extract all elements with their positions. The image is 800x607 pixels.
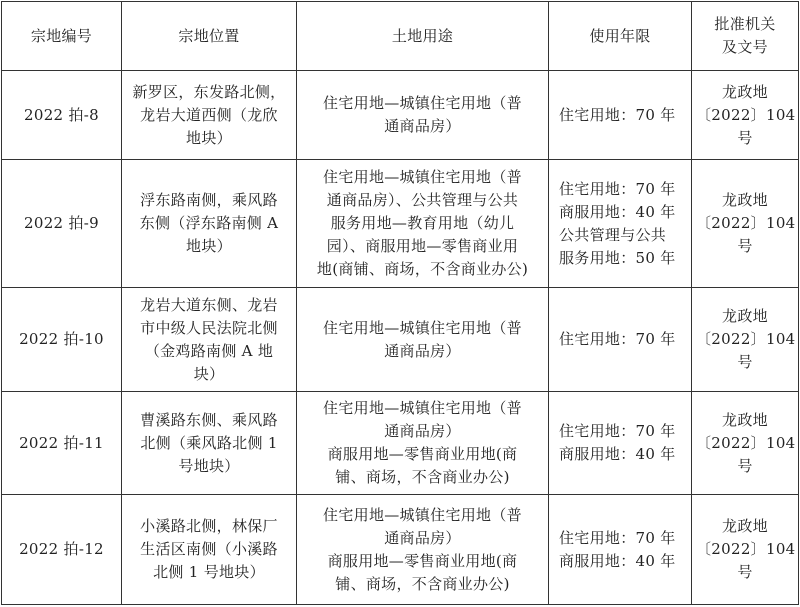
- cell-land-use-line: 通商品房）: [384, 528, 461, 547]
- cell-parcel-code-text: 2022 拍-10: [19, 330, 104, 349]
- cell-parcel-location: [122, 160, 297, 288]
- cell-parcel-location: [122, 495, 297, 605]
- cell-land-use-line: 住宅用地—城镇住宅用地（普: [323, 318, 522, 337]
- cell-approval-doc-line: 龙政地: [722, 517, 768, 536]
- cell-land-use-line: 通商品房）、公共管理与公共: [326, 191, 519, 210]
- cell-parcel-code-text: 2022 拍-9: [24, 214, 99, 233]
- cell-use-term-line: 住宅用地：70 年: [559, 105, 676, 124]
- cell-approval-doc-line: 龙政地: [722, 82, 768, 101]
- cell-approval-doc: [692, 495, 799, 605]
- cell-parcel-location: [122, 71, 297, 160]
- cell-parcel-location-line: 浮东路南侧，乘风路: [140, 191, 278, 210]
- cell-approval-doc: [692, 288, 799, 392]
- cell-parcel-code: [2, 391, 122, 495]
- cell-parcel-location-line: 块）: [193, 364, 225, 383]
- cell-approval-doc: [692, 391, 799, 495]
- cell-approval-doc-line: 号: [737, 237, 753, 256]
- cell-land-use: [297, 288, 549, 392]
- cell-use-term-line: 商服用地：40 年: [559, 445, 676, 464]
- cell-parcel-location-line: 市中级人民法院北侧: [140, 318, 278, 337]
- table-header-row: [2, 2, 799, 71]
- cell-parcel-code: [2, 495, 122, 605]
- cell-parcel-code-text: 2022 拍-11: [19, 433, 104, 452]
- cell-parcel-code: [2, 288, 122, 392]
- cell-land-use-line: 服务用地—教育用地（幼儿: [330, 214, 515, 233]
- cell-parcel-location-line: 生活区南侧（小溪路: [140, 540, 278, 559]
- cell-approval-doc: [692, 71, 799, 160]
- header-parcel-location: 宗地位置: [122, 2, 297, 71]
- cell-land-use-line: 住宅用地—城镇住宅用地（普: [323, 168, 522, 187]
- table-row: [2, 391, 799, 495]
- cell-parcel-location-line: 东侧（浮东路南侧 A: [139, 214, 279, 233]
- cell-approval-doc-line: 〔2022〕104: [696, 105, 796, 124]
- cell-land-use: [297, 71, 549, 160]
- cell-approval-doc-line: 〔2022〕104: [696, 214, 796, 233]
- cell-land-use-line: 住宅用地—城镇住宅用地（普: [323, 94, 522, 113]
- cell-parcel-location: [122, 288, 297, 392]
- cell-land-use-line: 铺、商场，不含商业办公): [335, 574, 510, 593]
- table-row: [2, 288, 799, 392]
- cell-parcel-location-line: 号地块）: [178, 456, 240, 475]
- cell-use-term-line: 住宅用地：70 年: [559, 528, 676, 547]
- cell-land-use-line: 住宅用地—城镇住宅用地（普: [323, 505, 522, 524]
- cell-use-term-line: 住宅用地：70 年: [559, 422, 676, 441]
- cell-approval-doc-line: 号: [737, 128, 753, 147]
- land-parcel-table: [1, 1, 799, 605]
- cell-land-use: [297, 160, 549, 288]
- cell-use-term-line: 服务用地：50 年: [559, 248, 676, 267]
- cell-approval-doc-line: 龙政地: [722, 307, 768, 326]
- cell-parcel-location-line: （金鸡路南侧 A 地: [144, 341, 274, 360]
- cell-land-use-line: 商服用地—零售商业用地(商: [327, 445, 518, 464]
- header-approval-authority: 批准机关 及文号: [692, 2, 799, 71]
- cell-approval-doc-line: 号: [737, 456, 753, 475]
- cell-approval-doc: [692, 160, 799, 288]
- cell-approval-doc-line: 〔2022〕104: [696, 433, 796, 452]
- cell-parcel-location-line: 地块）: [186, 128, 232, 147]
- cell-use-term-line: 商服用地：40 年: [559, 202, 676, 221]
- cell-use-term: [549, 160, 692, 288]
- cell-approval-doc-line: 号: [737, 563, 753, 582]
- table-row: [2, 71, 799, 160]
- cell-parcel-location-line: 小溪路北侧，林保厂: [140, 517, 278, 536]
- cell-parcel-location-line: 新罗区，东发路北侧，: [132, 82, 286, 101]
- cell-parcel-location-line: 地块）: [186, 237, 232, 256]
- cell-land-use: [297, 495, 549, 605]
- cell-use-term-line: 住宅用地：70 年: [559, 330, 676, 349]
- cell-parcel-location-line: 龙岩大道西侧（龙欣: [140, 105, 278, 124]
- cell-use-term-line: 商服用地：40 年: [559, 551, 676, 570]
- header-land-use: 土地用途: [297, 2, 549, 71]
- table-row: [2, 160, 799, 288]
- cell-approval-doc-line: 号: [737, 353, 753, 372]
- cell-land-use-line: 商服用地—零售商业用地(商: [327, 551, 518, 570]
- cell-land-use-line: 园）、商服用地—零售商业用: [326, 237, 519, 256]
- cell-parcel-location-line: 曹溪路东侧、乘风路: [140, 410, 278, 429]
- cell-parcel-location: [122, 391, 297, 495]
- cell-parcel-location-line: 龙岩大道东侧、龙岩: [140, 295, 278, 314]
- cell-use-term-line: 住宅用地：70 年: [559, 179, 676, 198]
- table-row: [2, 495, 799, 605]
- cell-parcel-code-text: 2022 拍-12: [19, 540, 104, 559]
- header-parcel-code: 宗地编号: [2, 2, 122, 71]
- cell-parcel-location-line: 北侧（乘风路北侧 1: [140, 433, 278, 452]
- cell-approval-doc-line: 〔2022〕104: [696, 330, 796, 349]
- cell-use-term: [549, 391, 692, 495]
- cell-use-term: [549, 288, 692, 392]
- cell-land-use-line: 铺、商场，不含商业办公): [335, 468, 510, 487]
- cell-parcel-code: [2, 160, 122, 288]
- cell-land-use-line: 地(商铺、商场，不含商业办公): [316, 260, 529, 279]
- cell-parcel-code-text: 2022 拍-8: [24, 105, 99, 124]
- cell-approval-doc-line: 〔2022〕104: [696, 540, 796, 559]
- cell-parcel-location-line: 北侧 1 号地块）: [153, 563, 265, 582]
- cell-use-term: [549, 495, 692, 605]
- cell-land-use-line: 通商品房）: [384, 341, 461, 360]
- cell-use-term: [549, 71, 692, 160]
- cell-approval-doc-line: 龙政地: [722, 410, 768, 429]
- cell-land-use-line: 住宅用地—城镇住宅用地（普: [323, 399, 522, 418]
- cell-land-use-line: 通商品房）: [384, 422, 461, 441]
- cell-land-use: [297, 391, 549, 495]
- cell-parcel-code: [2, 71, 122, 160]
- header-use-term: 使用年限: [549, 2, 692, 71]
- cell-approval-doc-line: 龙政地: [722, 191, 768, 210]
- cell-use-term-line: 公共管理与公共: [559, 225, 667, 244]
- cell-land-use-line: 通商品房）: [384, 117, 461, 136]
